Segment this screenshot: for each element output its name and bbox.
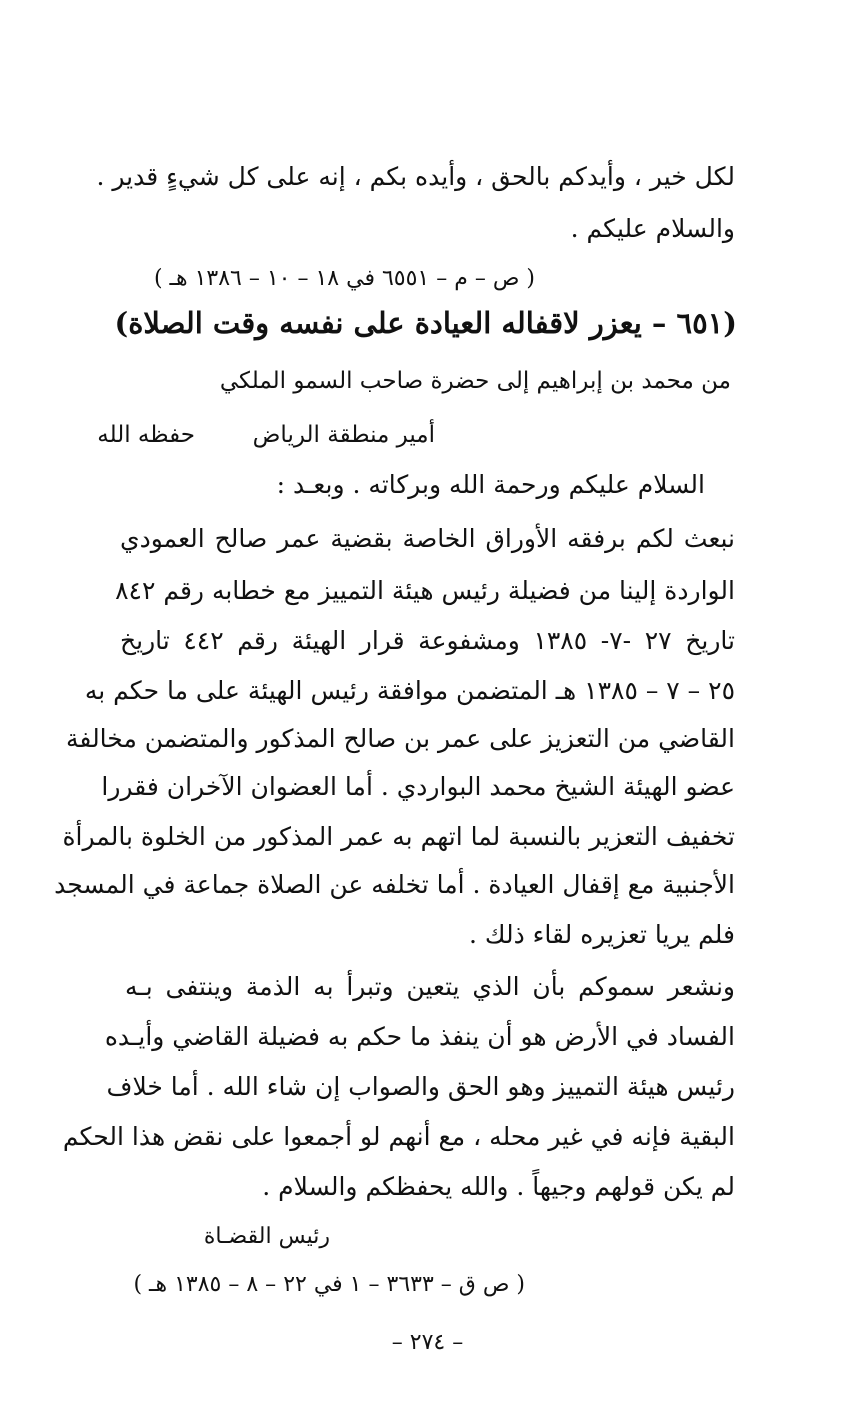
intro-line-2: والسلام عليكم . <box>570 214 735 243</box>
paragraph-line: الواردة إلينا من فضيلة رئيس هيئة التمييز مع خطابه رقم ٨٤٢ <box>115 576 735 605</box>
intro-line-1: لكل خير ، وأيدكم بالحق ، وأيده بكم ، إنه على كل شيءٍ قدير . <box>96 162 735 191</box>
section-heading: (٦٥١ – يعزر لاقفاله العيادة على نفسه وقت الصلاة) <box>114 306 737 340</box>
paragraph-line: ٢٥ – ٧ – ١٣٨٥ هـ المتضمن موافقة رئيس الهيئة على ما حكم به <box>84 676 735 705</box>
paragraph-line: تاريخ ٢٧ -٧- ١٣٨٥ ومشفوعة قرار الهيئة رقم ٤٤٢ تاريخ <box>120 626 735 655</box>
address-to: أمير منطقة الرياض <box>252 422 435 448</box>
address-from: من محمد بن إبراهيم إلى حضرة صاحب السمو الملكي <box>219 368 731 394</box>
paragraph-line: القاضي من التعزيز على عمر بن صالح المذكور والمتضمن مخالفة <box>66 724 735 753</box>
greeting: السلام عليكم ورحمة الله وبركاته . وبعـد : <box>276 470 705 499</box>
page-number: – ٢٧٤ – <box>391 1330 464 1355</box>
paragraph-line: رئيس هيئة التمييز وهو الحق والصواب إن شاء الله . أما خلاف <box>106 1072 735 1101</box>
signature: رئيس القضـاة <box>203 1224 330 1249</box>
paragraph-line: عضو الهيئة الشيخ محمد البواردي . أما العضوان الآخران فقررا <box>101 772 735 801</box>
paragraph-line: البقية فإنه في غير محله ، مع أنهم لو أجمعوا على نقض هذا الحكم <box>62 1122 735 1151</box>
paragraph-line: الفساد في الأرض هو أن ينفذ ما حكم به فضيلة القاضي وأيـده <box>104 1022 735 1051</box>
paragraph-line: ونشعر سموكم بأن الذي يتعين وتبرأ به الذمة وينتفى بـه <box>125 972 735 1001</box>
paragraph-line: لم يكن قولهم وجيهاً . والله يحفظكم والسلام . <box>262 1172 735 1201</box>
paragraph-line: تخفيف التعزير بالنسبة لما اتهم به عمر المذكور من الخلوة بالمرأة <box>62 822 735 851</box>
paragraph-line: نبعث لكم برفقه الأوراق الخاصة بقضية عمر صالح العمودي <box>120 524 735 553</box>
paragraph-line: فلم يريا تعزيره لقاء ذلك . <box>469 920 735 949</box>
reference-top: ( ص – م – ٦٥٥١ في ١٨ – ١٠ – ١٣٨٦ هـ ) <box>153 266 535 291</box>
paragraph-line: الأجنبية مع إقفال العيادة . أما تخلفه عن الصلاة جماعة في المسجد <box>54 870 735 899</box>
address-blessing: حفظه الله <box>97 422 195 448</box>
reference-bottom: ( ص ق – ٣٦٣٣ – ١ في ٢٢ – ٨ – ١٣٨٥ هـ ) <box>133 1272 525 1297</box>
